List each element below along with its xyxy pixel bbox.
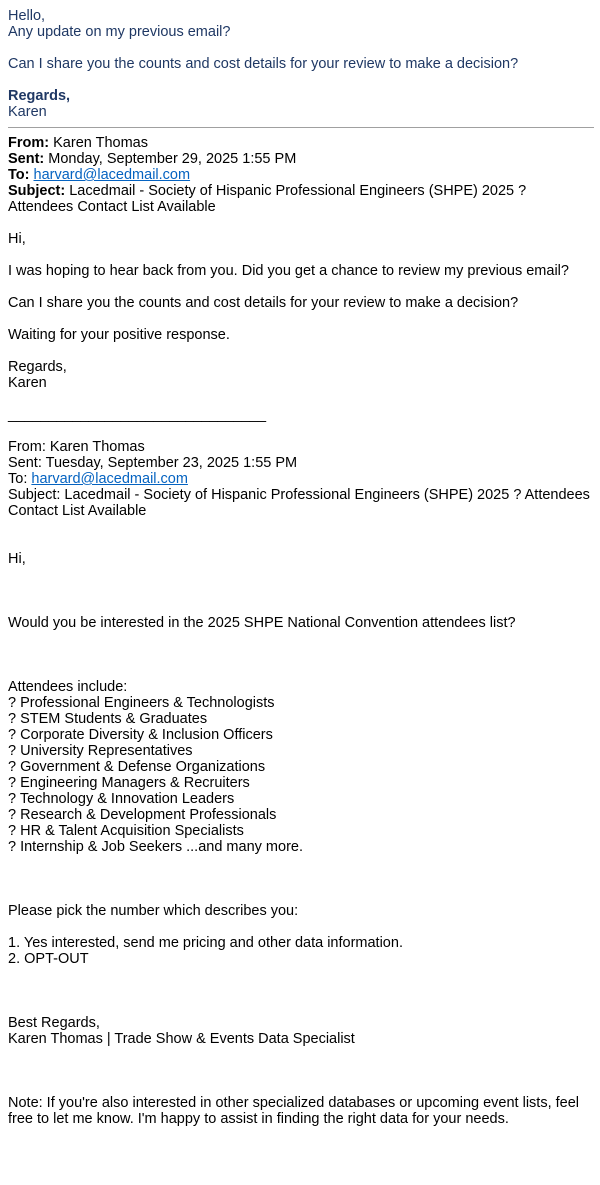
forward-body-1 — [8, 231, 594, 423]
fwd1-greeting: Hi, — [8, 231, 26, 247]
list-item: ? HR & Talent Acquisition Specialists — [8, 823, 244, 839]
list-item: ? Government & Defense Organizations — [8, 759, 266, 775]
list-item: ? STEM Students & Graduates — [8, 711, 208, 727]
list-item: ? Internship & Job Seekers ...and many more. — [8, 839, 303, 855]
sent-label: Sent: — [8, 151, 45, 167]
fwd2-to-label: To: — [8, 471, 32, 487]
signature: Karen Thomas | Trade Show & Events Data Specialist — [8, 1031, 355, 1047]
reply-section — [8, 8, 594, 120]
option-2: 2. OPT-OUT — [8, 951, 89, 967]
list-item: ? Professional Engineers & Technologists — [8, 695, 275, 711]
fwd2-greeting: Hi, — [8, 551, 26, 567]
list-item: ? Engineering Managers & Recruiters — [8, 775, 250, 791]
attendees-list — [8, 695, 594, 855]
reply-line-2: Can I share you the counts and cost details for your review to make a decision? — [8, 56, 519, 72]
option-1: 1. Yes interested, send me pricing and other data information. — [8, 935, 403, 951]
reply-regards: Regards, — [8, 88, 71, 104]
reply-greeting: Hello, — [8, 8, 46, 24]
fwd1-paragraph-3: Waiting for your positive response. — [8, 327, 230, 343]
fwd1-signature: Karen — [8, 375, 47, 391]
subject-value: Lacedmail - Society of Hispanic Professional Engineers (SHPE) 2025 ? Attendees Contact List Available — [8, 183, 530, 215]
forward-header-1 — [8, 135, 594, 215]
fwd2-subject: Subject: Lacedmail - Society of Hispanic Professional Engineers (SHPE) 2025 ? Attendees Contact List Available — [8, 487, 594, 519]
to-label: To: — [8, 167, 30, 183]
forward-header-2 — [8, 439, 594, 519]
best-regards: Best Regards, — [8, 1015, 100, 1031]
list-item: ? Technology & Innovation Leaders — [8, 791, 235, 807]
fwd1-paragraph-2: Can I share you the counts and cost details for your review to make a decision? — [8, 295, 519, 311]
reply-signature: Karen — [8, 104, 47, 120]
forward-body-2 — [8, 551, 594, 1127]
fwd2-question: Would you be interested in the 2025 SHPE National Convention attendees list? — [8, 615, 516, 631]
from-value: Karen Thomas — [53, 135, 148, 151]
reply-line-1: Any update on my previous email? — [8, 24, 231, 40]
list-item: ? University Representatives — [8, 743, 193, 759]
fwd1-paragraph-1: I was hoping to hear back from you. Did you get a chance to review my previous email? — [8, 263, 569, 279]
from-label: From: — [8, 135, 50, 151]
fwd2-sent: Sent: Tuesday, September 23, 2025 1:55 PM — [8, 455, 298, 471]
note: Note: If you're also interested in other specialized databases or upcoming event lists, feel free to let me know. I'm happy to assist in finding the right data for your needs. — [8, 1095, 584, 1127]
attendees-intro: Attendees include: — [8, 679, 128, 695]
fwd1-regards: Regards, — [8, 359, 67, 375]
to-email-link[interactable]: harvard@lacedmail.com — [33, 167, 191, 183]
sent-value: Monday, September 29, 2025 1:55 PM — [48, 151, 297, 167]
separator-line: ________________________________ — [8, 407, 267, 423]
pick-prompt: Please pick the number which describes you: — [8, 903, 299, 919]
list-item: ? Research & Development Professionals — [8, 807, 277, 823]
divider — [8, 127, 594, 128]
fwd2-from: From: Karen Thomas — [8, 439, 145, 455]
subject-label: Subject: — [8, 183, 66, 199]
list-item: ? Corporate Diversity & Inclusion Officers — [8, 727, 273, 743]
fwd2-to-email-link[interactable]: harvard@lacedmail.com — [31, 471, 188, 487]
